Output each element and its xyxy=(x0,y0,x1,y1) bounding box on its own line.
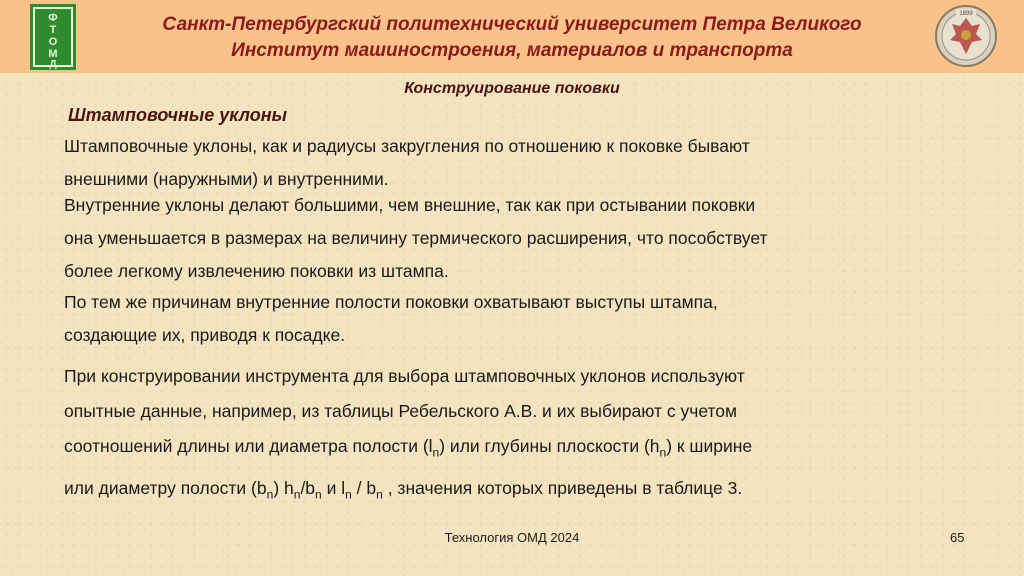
text-line: По тем же причинам внутренние полости поковки охватывают выступы штампа, xyxy=(64,292,718,312)
text-line: Штамповочные уклоны, как и радиусы закругления по отношению к поковке бывают xyxy=(64,136,750,156)
svg-text:М: М xyxy=(48,48,58,60)
text-line: или диаметру полости $(b_n)$ $h_n/b_n$ и $l_n / b_n$ , значения которых приведены в таблице 3. xyxy=(64,477,743,501)
svg-text:О: О xyxy=(48,36,58,48)
paragraph-4 xyxy=(64,359,964,512)
section-title: Штамповочные уклоны xyxy=(68,105,287,125)
institute-logo xyxy=(30,4,76,70)
slide-subtitle: Конструирование поковки xyxy=(404,80,620,97)
svg-text:Ф: Ф xyxy=(48,12,58,24)
text-line: При конструировании инструмента для выбора штамповочных уклонов используют xyxy=(64,366,745,386)
text-line: она уменьшается в размерах на величину термического расширения, что пособствует xyxy=(64,228,768,248)
university-emblem xyxy=(934,4,998,68)
text-line: опытные данные, например, из таблицы Ребельского А.В. и их выбирают с учетом xyxy=(64,401,738,421)
text-line: соотношений длины или диаметра полости $(l_n)$ или глубины плоскости $(h_n)$ к ширине xyxy=(64,436,753,460)
paragraph-1 xyxy=(64,130,964,196)
paragraph-3 xyxy=(64,286,964,352)
university-name: Санкт-Петербургский политехнический университет Петра Великого xyxy=(162,14,862,35)
institute-name: Институт машиностроения, материалов и транспорта xyxy=(231,40,793,61)
svg-text:Д: Д xyxy=(49,59,57,70)
text-line: внешними (наружными) и внутренними. xyxy=(64,169,389,189)
svg-text:1899: 1899 xyxy=(959,11,973,17)
page-number: 65 xyxy=(950,530,965,545)
text-line: Внутренние уклоны делают большими, чем внешние, так как при остывании поковки xyxy=(64,195,756,215)
paragraph-2 xyxy=(64,189,964,288)
text-line: более легкому извлечению поковки из штампа. xyxy=(64,261,449,281)
header-banner xyxy=(0,0,1024,73)
footer-course-name: Технология ОМД 2024 xyxy=(444,530,580,545)
text-line: создающие их, приводя к посадке. xyxy=(64,325,346,345)
svg-text:Т: Т xyxy=(49,24,57,36)
